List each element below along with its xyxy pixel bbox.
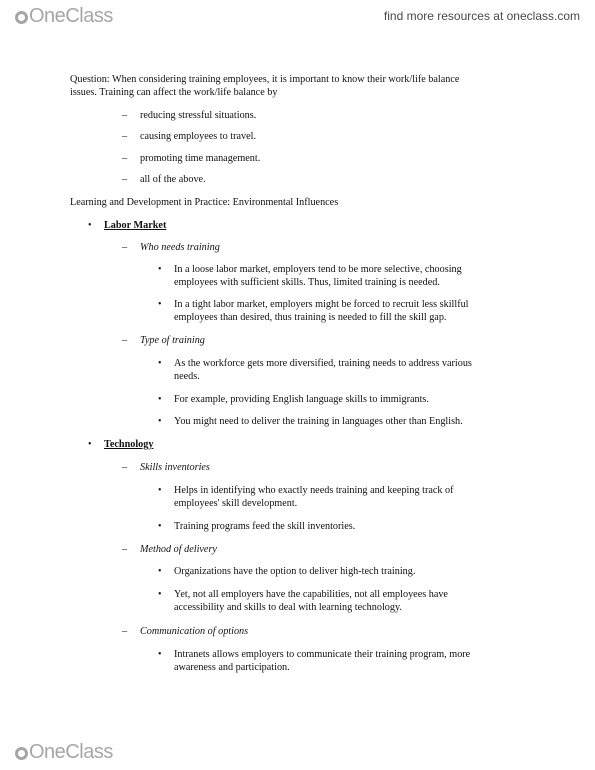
loose-market-line-1: In a loose labor market, employers tend to be more selective, choosing	[174, 264, 462, 275]
answer-option-b: causing employees to travel.	[140, 131, 256, 142]
section-title: Learning and Development in Practice: Environmental Influences	[70, 197, 339, 208]
communication-of-options-title: Communication of options	[140, 626, 249, 637]
technology-heading: Technology	[104, 439, 154, 450]
dash-marker: –	[122, 153, 128, 164]
capabilities-line-1: Yet, not all employers have the capabilities, not all employees have	[174, 589, 448, 600]
diversified-line-2: needs.	[174, 371, 200, 382]
dash-marker: –	[122, 544, 128, 555]
bullet-icon: •	[158, 649, 162, 660]
high-tech-line: Organizations have the option to deliver high-tech training.	[174, 566, 416, 577]
question-line-1: Question: When considering training employees, it is important to know their work/life balance	[70, 74, 460, 85]
english-skills-line: For example, providing English language skills to immigrants.	[174, 394, 429, 405]
dash-marker: –	[122, 242, 128, 253]
bullet-icon: •	[158, 394, 162, 405]
resources-link[interactable]: find more resources at oneclass.com	[383, 9, 580, 23]
type-of-training-title: Type of training	[140, 335, 205, 346]
answer-option-a: reducing stressful situations.	[140, 110, 257, 121]
bullet-icon: •	[158, 358, 162, 369]
answer-option-c: promoting time management.	[140, 153, 261, 164]
footer-oneclass-logo[interactable]	[15, 741, 113, 764]
identifying-line-1: Helps in identifying who exactly needs training and keeping track of	[174, 485, 454, 496]
dash-marker: –	[122, 626, 128, 637]
question-line-2: issues. Training can affect the work/life balance by	[70, 87, 278, 98]
languages-line: You might need to deliver the training in languages other than English.	[174, 416, 463, 427]
bullet-icon: •	[88, 439, 92, 450]
answer-option-d: all of the above.	[140, 174, 206, 185]
identifying-line-2: employees' skill development.	[174, 498, 298, 509]
dash-marker: –	[122, 131, 128, 142]
bullet-icon: •	[158, 589, 162, 600]
logo-circle-icon	[15, 11, 28, 24]
dash-marker: –	[122, 335, 128, 346]
method-of-delivery-title: Method of delivery	[140, 544, 217, 555]
intranets-line-1: Intranets allows employers to communicate their training program, more	[174, 649, 471, 660]
bullet-icon: •	[158, 299, 162, 310]
oneclass-logo[interactable]	[15, 5, 113, 28]
diversified-line-1: As the workforce gets more diversified, training needs to address various	[174, 358, 472, 369]
labor-market-heading: Labor Market	[104, 220, 167, 231]
tight-market-line-1: In a tight labor market, employers might be forced to recruit less skillful	[174, 299, 469, 310]
bullet-icon: •	[158, 521, 162, 532]
bullet-icon: •	[158, 264, 162, 275]
footer-logo-text: OneClass	[29, 741, 113, 763]
bullet-icon: •	[158, 566, 162, 577]
who-needs-training-title: Who needs training	[140, 242, 220, 253]
bullet-icon: •	[88, 220, 92, 231]
logo-circle-icon	[15, 747, 28, 760]
loose-market-line-2: employees with sufficient skills. Thus, limited training is needed.	[174, 277, 440, 288]
dash-marker: –	[122, 174, 128, 185]
dash-marker: –	[122, 462, 128, 473]
bullet-icon: •	[158, 485, 162, 496]
bullet-icon: •	[158, 416, 162, 427]
intranets-line-2: awareness and participation.	[174, 662, 290, 673]
page-header	[0, 0, 595, 34]
training-programs-line: Training programs feed the skill inventories.	[174, 521, 356, 532]
logo-text: OneClass	[29, 5, 113, 27]
dash-marker: –	[122, 110, 128, 121]
tight-market-line-2: employees than desired, thus training is needed to fill the skill gap.	[174, 312, 447, 323]
capabilities-line-2: accessibility and skills to deal with learning technology.	[174, 602, 402, 613]
skills-inventories-title: Skills inventories	[140, 462, 210, 473]
